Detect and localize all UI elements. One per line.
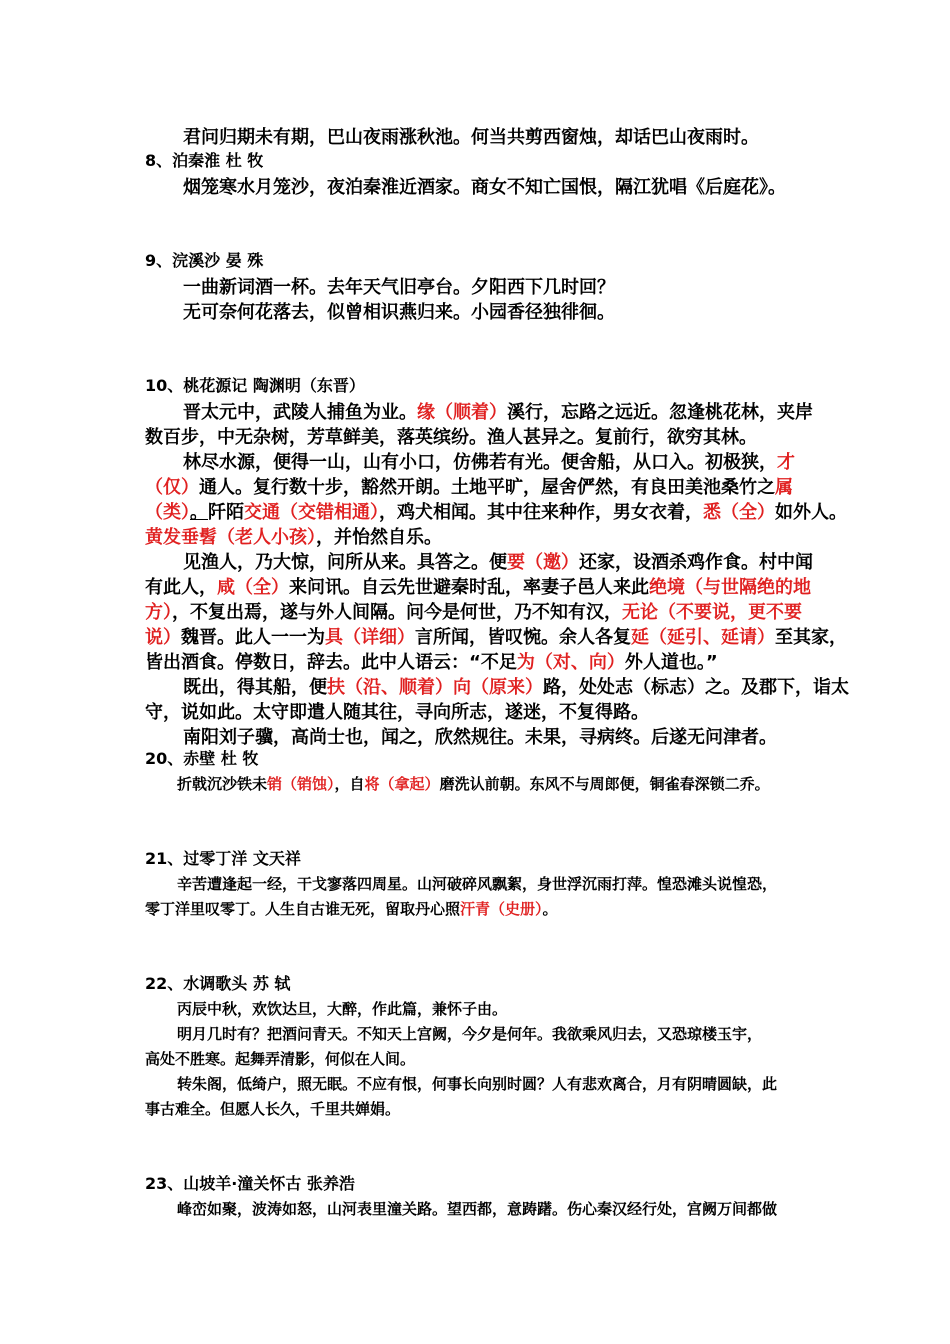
body-text: 20、赤壁 杜 牧 (145, 749, 259, 768)
prose-line (183, 450, 795, 475)
poem-line (183, 175, 786, 200)
body-text: 无可奈何花落去，似曾相识燕归来。小园香径独徘徊。 (183, 302, 615, 323)
body-text: 23、山坡羊·潼关怀古 张养浩 (145, 1174, 355, 1193)
prose-line (183, 725, 777, 750)
body-text: 22、水调歌头 苏 轼 (145, 974, 291, 993)
body-text: 通人。复行数十步，豁然开朗。土地平旷，屋舍俨然，有良田美池桑竹之 (199, 477, 775, 498)
body-text: ，自 (334, 775, 365, 793)
annotation-text: 交通（交错相通） (244, 502, 379, 523)
annotation-text: 说） (145, 627, 181, 648)
annotation-text: 悉（全） (703, 502, 775, 523)
body-text: 高处不胜寒。起舞弄清影，何似在人间。 (145, 1050, 416, 1068)
poem-line (183, 125, 759, 150)
annotation-text: 缘（顺着） (417, 402, 507, 423)
annotation-text: 要（邀） (507, 552, 579, 573)
body-text: 既出，得其船，便 (183, 677, 327, 698)
annotation-text: 向（原来） (453, 677, 543, 698)
body-text: 有此人， (145, 577, 217, 598)
annotation-text: 属 (775, 477, 793, 498)
prose-line (145, 600, 802, 625)
body-text: 事古难全。但愿人长久，千里共婵娟。 (145, 1100, 401, 1118)
body-text: 路，处处志（标志）之。及郡下，诣太 (543, 677, 849, 698)
annotation-text: 咸（全） (217, 577, 289, 598)
prose-line (145, 425, 757, 450)
body-text: 溪行，忘路之远近。忽逢桃花林，夹岸 (507, 402, 813, 423)
prose-line (145, 500, 847, 525)
section-heading (145, 250, 263, 272)
body-text: 转朱阁，低绮户，照无眠。不应有恨，何事长向别时圆？人有悲欢离合，月有阴晴圆缺，此 (177, 1075, 778, 1093)
prose-line (145, 700, 649, 725)
body-text: 8、泊秦淮 杜 牧 (145, 151, 264, 170)
body-text: 零丁洋里叹零丁。人生自古谁无死，留取丹心照 (145, 900, 461, 918)
body-text: 阡陌 (208, 502, 244, 523)
body-text: 明月几时有？把酒问青天。不知天上宫阙，今夕是何年。我欲乘风归去，又恐琼楼玉宇， (177, 1025, 763, 1043)
body-text: 折戟沉沙铁未 (177, 775, 268, 793)
prose-line (183, 550, 813, 575)
annotation-text: 才 (777, 452, 795, 473)
body-text: 21、过零丁洋 文天祥 (145, 849, 301, 868)
body-text: 如外人。 (775, 502, 847, 523)
body-text: 。 (542, 900, 558, 918)
prose-line (145, 525, 442, 550)
body-text: 。 (190, 502, 208, 523)
body-text: ，鸡犬相闻。其中往来种作，男女衣着， (379, 502, 703, 523)
body-text: 守，说如此。太守即遣人随其往，寻向所志，遂迷，不复得路。 (145, 702, 649, 723)
prose-line (183, 400, 813, 425)
poem-line (177, 873, 777, 895)
prose-line (183, 675, 849, 700)
section-heading (145, 1173, 355, 1195)
body-text: 磨洗认前朝。东风不与周郎便，铜雀春深锁二乔。 (439, 775, 770, 793)
annotation-text: 绝境（与世隔绝的地 (649, 577, 811, 598)
body-text: 至其家， (775, 627, 847, 648)
section-heading (145, 848, 301, 870)
annotation-text: 无论（不要说，更不要 (622, 602, 802, 623)
annotation-text: 为（对、向） (516, 652, 625, 673)
annotation-text: 扶（沿、顺着） (327, 677, 453, 698)
section-heading (145, 973, 290, 995)
poem-line (177, 1023, 762, 1045)
prose-line (145, 575, 811, 600)
body-text: 10、桃花源记 陶渊明（东晋） (145, 376, 365, 395)
poem-line (177, 1073, 777, 1095)
poem-line (177, 998, 507, 1020)
poem-line (183, 275, 615, 300)
poem-line (177, 773, 770, 795)
body-text: 来问讯。自云先世避秦时乱，率妻子邑人来此 (289, 577, 649, 598)
annotation-text: 销（销蚀） (267, 775, 335, 793)
section-heading (145, 748, 258, 770)
body-text: 烟笼寒水月笼沙，夜泊秦淮近酒家。商女不知亡国恨，隔江犹唱《后庭花》。 (183, 177, 786, 198)
prose-line (145, 625, 847, 650)
annotation-text: 具（详细） (325, 627, 415, 648)
poem-line (145, 1048, 415, 1070)
body-text: 数百步，中无杂树，芳草鲜美，落英缤纷。渔人甚异之。复前行，欲穷其林。 (145, 427, 757, 448)
body-text: 林尽水源，便得一山，山有小口，仿佛若有光。便舍船，从口入。初极狭， (183, 452, 777, 473)
body-text: 一曲新词酒一杯。去年天气旧亭台。夕阳西下几时回？ (183, 277, 615, 298)
poem-line (145, 1098, 400, 1120)
annotation-text: 将（拿起） (364, 775, 440, 793)
annotation-text: （类） (145, 502, 190, 523)
body-text: ，不复出焉，遂与外人间隔。问今是何世，乃不知有汉， (172, 602, 622, 623)
poem-line (145, 898, 558, 920)
annotation-text: 黄发垂髫（老人小孩） (145, 527, 316, 548)
annotation-text: 方） (145, 602, 172, 623)
body-text: 丙辰中秋，欢饮达旦，大醉，作此篇，兼怀子由。 (177, 1000, 508, 1018)
body-text: 辛苦遭逢起一经，干戈寥落四周星。山河破碎风飘絮，身世浮沉雨打萍。惶恐滩头说惶恐， (177, 875, 778, 893)
prose-line (145, 650, 718, 675)
body-text: 皆出酒食。停数日，辞去。此中人语云：“不足 (145, 652, 517, 673)
poem-line (183, 300, 615, 325)
body-text: 9、浣溪沙 晏 殊 (145, 251, 264, 270)
body-text: 峰峦如聚，波涛如怒，山河表里潼关路。望西都，意踌躇。伤心秦汉经行处，宫阙万间都做 (177, 1200, 778, 1218)
body-text: 魏晋。此人一一为 (181, 627, 325, 648)
section-heading (145, 375, 365, 397)
section-heading (145, 150, 263, 172)
body-text: 还家，设酒杀鸡作食。村中闻 (579, 552, 813, 573)
poem-line (177, 1198, 777, 1220)
body-text: ，并怡然自乐。 (316, 527, 442, 548)
body-text: 言所闻，皆叹惋。余人各复 (415, 627, 631, 648)
annotation-text: 延（延引、延请） (631, 627, 775, 648)
body-text: 晋太元中，武陵人捕鱼为业。 (183, 402, 417, 423)
body-text: 见渔人，乃大惊，问所从来。具答之。便 (183, 552, 507, 573)
prose-line (145, 475, 793, 500)
annotation-text: （仅） (145, 477, 199, 498)
annotation-text: 汗青（史册） (460, 900, 543, 918)
body-text: 外人道也。” (624, 652, 718, 673)
body-text: 南阳刘子骥，高尚士也，闻之，欣然规往。未果，寻病终。后遂无问津者。 (183, 727, 777, 748)
body-text: 君问归期未有期，巴山夜雨涨秋池。何当共剪西窗烛，却话巴山夜雨时。 (183, 127, 759, 148)
